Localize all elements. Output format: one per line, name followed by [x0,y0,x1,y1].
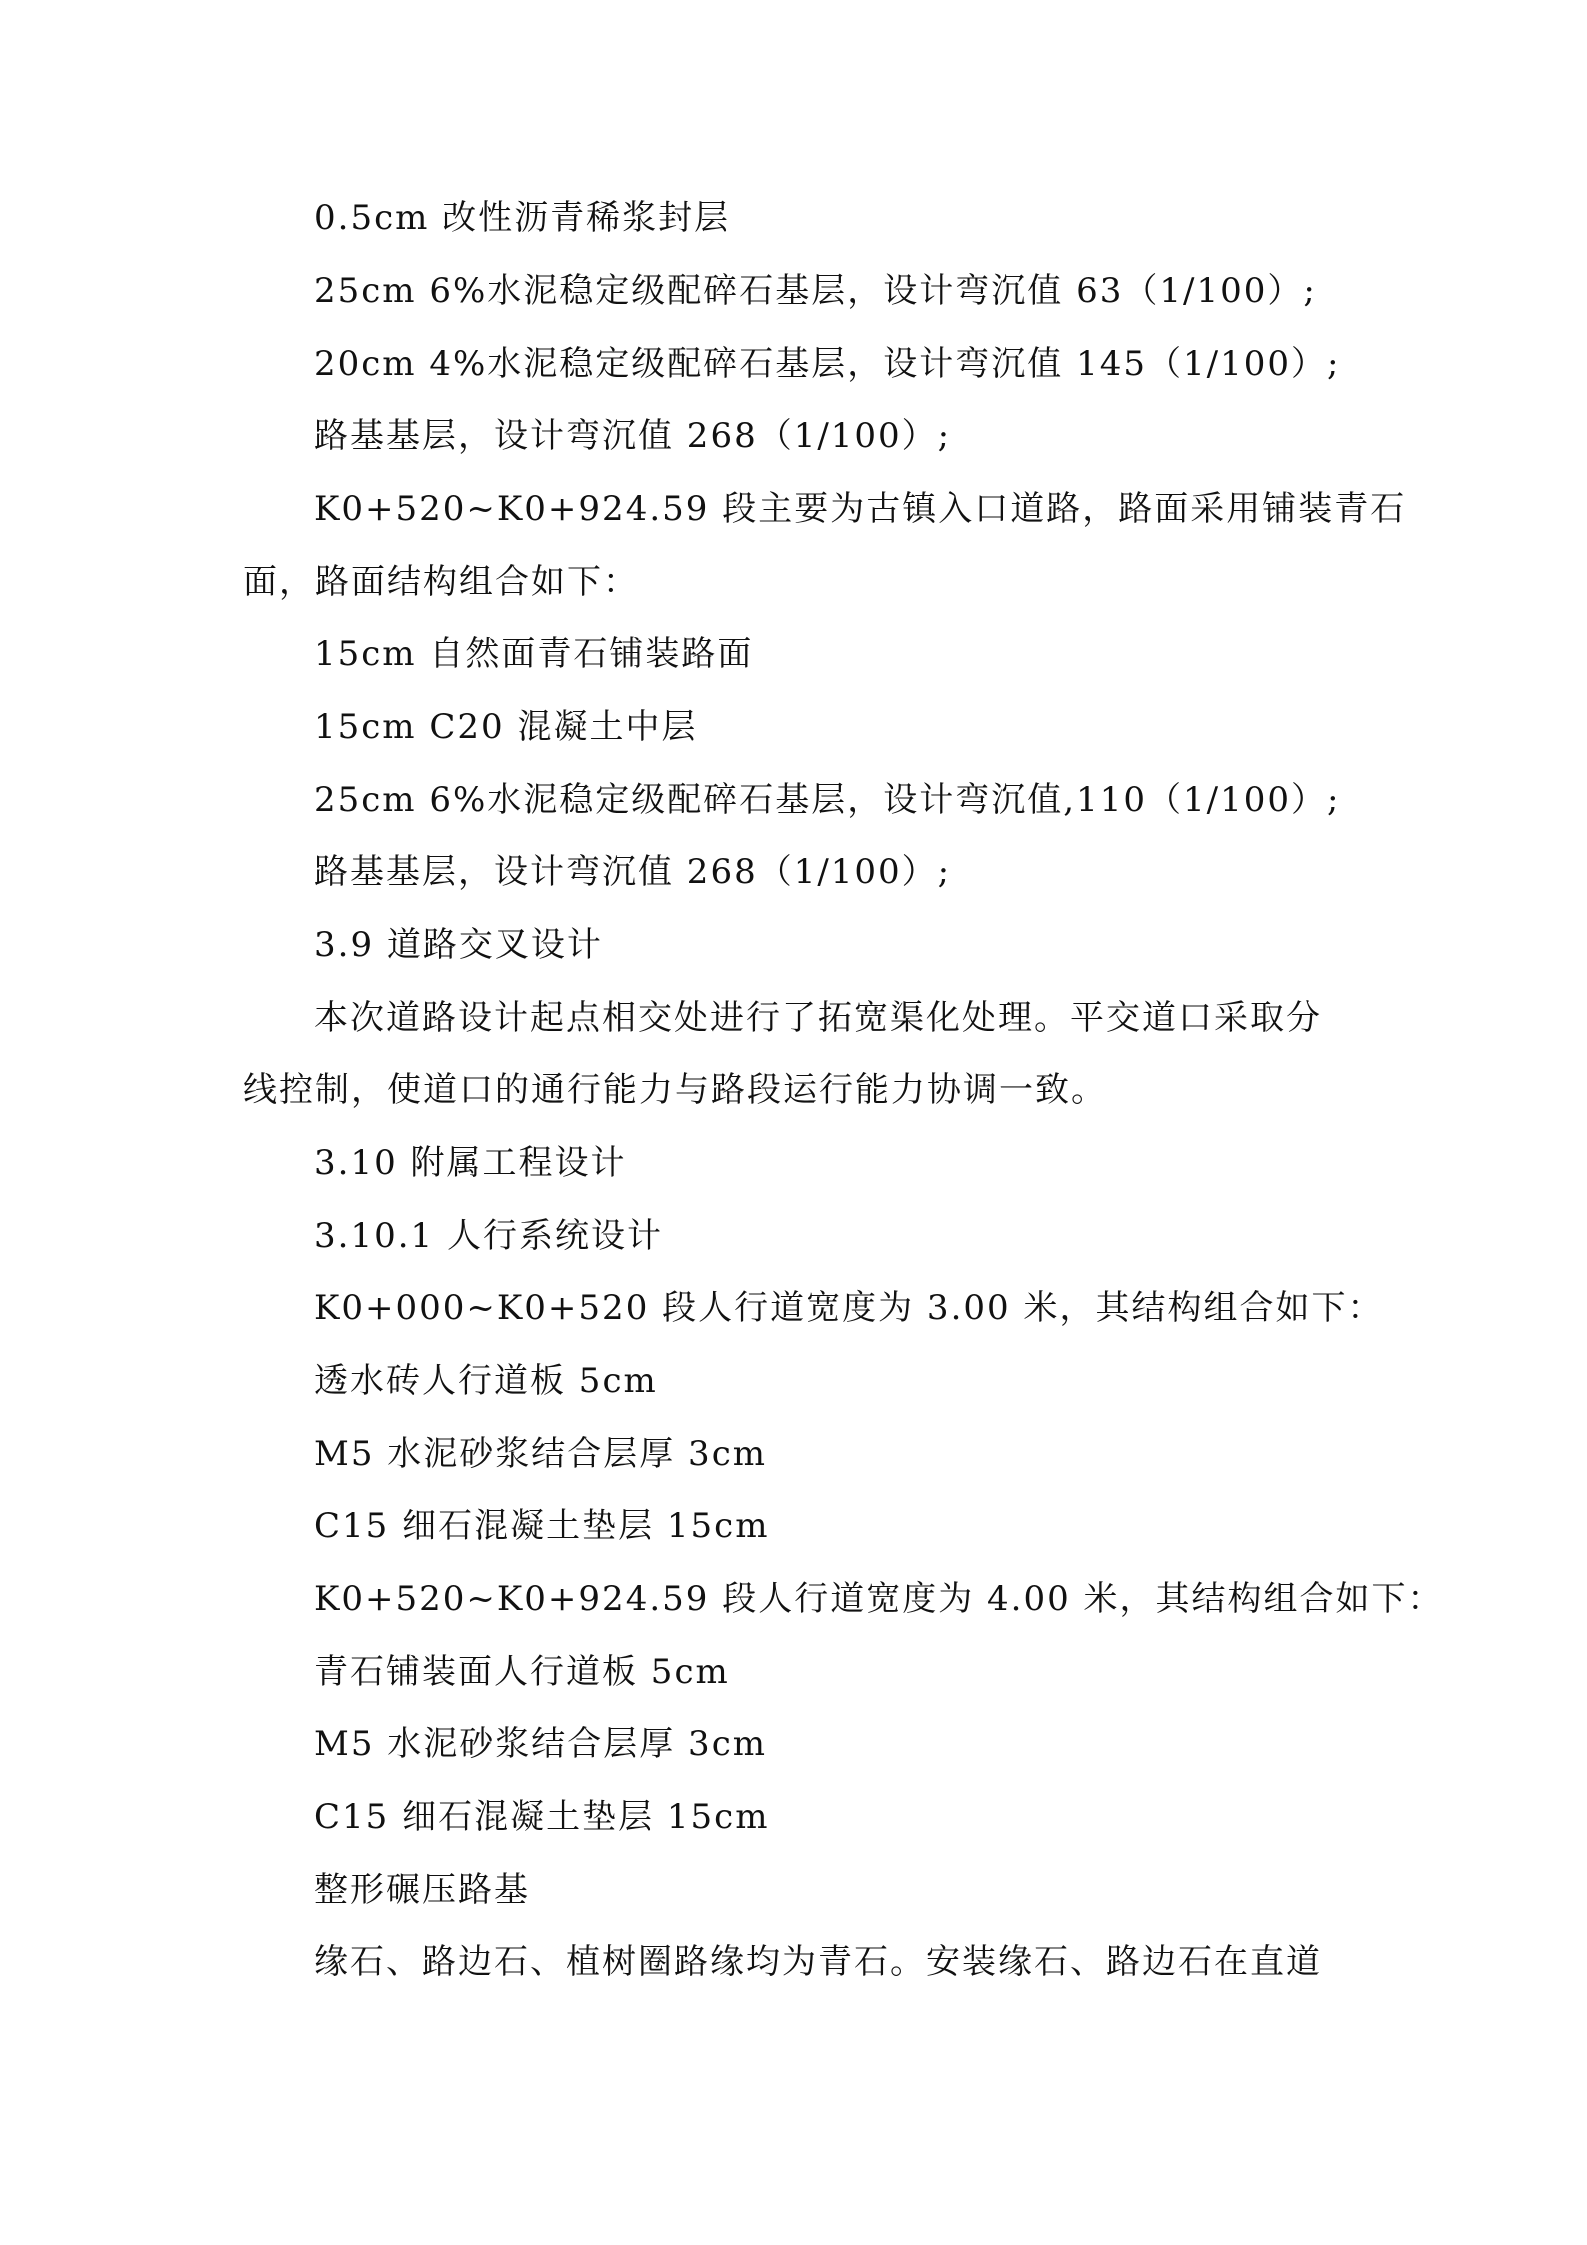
text-line-intersection: 本次道路设计起点相交处进行了拓宽渠化处理。平交道口采取分 [314,998,1322,1038]
text-line-c20-layer: 15cm C20 混凝土中层 [314,707,698,747]
text-line-section-intro: K0+520~K0+924.59 段主要为古镇入口道路，路面采用铺装青石 [314,489,1407,529]
text-line-intersection-cont: 线控制，使道口的通行能力与路段运行能力协调一致。 [243,1070,1107,1110]
heading-3-10-1: 3.10.1 人行系统设计 [314,1216,663,1256]
text-line-sidewalk-b: K0+520~K0+924.59 段人行道宽度为 4.00 米，其结构组合如下： [314,1579,1444,1619]
text-line-sidewalk-a: K0+000~K0+520 段人行道宽度为 3.00 米，其结构组合如下： [314,1288,1384,1328]
text-line-subgrade: 路基基层，设计弯沉值 268（1/100）; [314,416,952,456]
text-line-base-20cm: 20cm 4%水泥稳定级配碎石基层，设计弯沉值 145（1/100）; [314,344,1341,384]
text-line-base-25cm: 25cm 6%水泥稳定级配碎石基层，设计弯沉值 63（1/100）; [314,271,1317,311]
text-line-brick: 透水砖人行道板 5cm [314,1361,658,1401]
heading-3-10: 3.10 附属工程设计 [314,1143,627,1183]
text-line-stone-surface: 15cm 自然面青石铺装路面 [314,634,754,674]
text-line-cushion-b: C15 细石混凝土垫层 15cm [314,1797,770,1837]
text-line-surface-seal: 0.5cm 改性沥青稀浆封层 [314,198,731,238]
text-line-mortar-b: M5 水泥砂浆结合层厚 3cm [314,1724,767,1764]
text-line-stone-slab: 青石铺装面人行道板 5cm [314,1652,730,1692]
text-line-subgrade-roll: 整形碾压路基 [314,1870,530,1910]
text-line-subgrade-b: 路基基层，设计弯沉值 268（1/100）; [314,852,952,892]
text-line-mortar-a: M5 水泥砂浆结合层厚 3cm [314,1434,767,1474]
text-line-cushion-a: C15 细石混凝土垫层 15cm [314,1506,770,1546]
text-line-base-25cm-b: 25cm 6%水泥稳定级配碎石基层，设计弯沉值,110（1/100）; [314,780,1341,820]
text-line-section-intro-cont: 面，路面结构组合如下： [243,562,639,602]
heading-3-9: 3.9 道路交叉设计 [314,925,603,965]
text-line-curb: 缘石、路边石、植树圈路缘均为青石。安装缘石、路边石在直道 [314,1942,1322,1982]
